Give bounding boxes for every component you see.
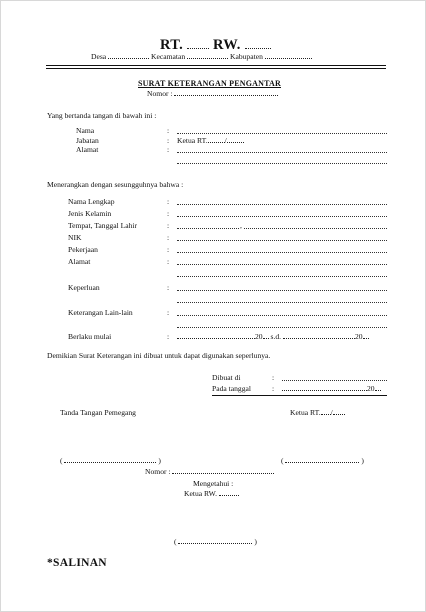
rt-chief-label: [290, 408, 345, 417]
end-year-blank: [363, 337, 369, 339]
desa-blank: [108, 57, 149, 59]
validity-label: Berlaku mulai: [68, 332, 112, 341]
signer-address-blank-2: [177, 163, 387, 164]
subject-field-label: Tempat, Tanggal Lahir: [68, 221, 138, 230]
birthplace-blank: [177, 228, 239, 229]
rw-number-blank: [219, 494, 239, 496]
nik-blank: [177, 240, 387, 241]
rt-chief-name-blank: [285, 461, 359, 463]
field-colon: :: [167, 197, 170, 206]
rw-chief-name-blank: [178, 542, 252, 544]
kabupaten-label: Kabupaten: [229, 52, 263, 61]
paren-open: (: [174, 537, 177, 546]
start-year-blank: [263, 337, 269, 339]
signer-field-label: Jabatan: [76, 136, 99, 145]
registration-number-blank: [172, 472, 274, 474]
field-colon: :: [167, 221, 170, 230]
field-colon: :: [167, 126, 170, 135]
kecamatan-blank: [187, 57, 228, 59]
occupation-blank: [177, 252, 387, 253]
document-title: SURAT KETERANGAN PENGANTAR: [138, 79, 281, 88]
desa-label: Desa: [91, 52, 107, 61]
rt-label: RT.: [160, 37, 184, 53]
signer-position-value: [177, 136, 244, 145]
slash-separator: /: [330, 408, 333, 417]
subject-field-label: NIK: [68, 233, 82, 242]
kecamatan-label: Kecamatan: [151, 52, 186, 61]
ketua-rw-text: Ketua RW.: [184, 489, 218, 498]
field-colon: :: [167, 283, 170, 292]
header-rule-bottom: [46, 68, 386, 69]
acknowledged-label: Mengetahui :: [193, 479, 234, 488]
purpose-blank-2: [177, 302, 387, 303]
holder-signature-name: [60, 456, 161, 465]
field-colon: :: [167, 257, 170, 266]
signer-field-label: Nama: [76, 126, 95, 135]
full-name-blank: [177, 204, 387, 205]
made-in-label: Dibuat di: [212, 373, 241, 382]
rt-number-blank: [208, 141, 225, 143]
subject-field-label: Pekerjaan: [68, 245, 98, 254]
nomor-label: Nomor :: [147, 89, 173, 98]
field-colon: :: [167, 245, 170, 254]
rt-chief-signature-name: [281, 456, 364, 465]
date-label: Pada tanggal: [212, 384, 252, 393]
nomor-label: Nomor :: [145, 467, 171, 476]
date-underline: [212, 395, 387, 396]
kabupaten-blank: [265, 57, 312, 59]
field-colon: :: [167, 233, 170, 242]
comma-separator: ,: [240, 221, 242, 230]
ketua-rt-text: Ketua RT.: [290, 408, 321, 417]
rw-chief-signature-name: [174, 537, 257, 546]
field-colon: :: [272, 384, 275, 393]
gender-blank: [177, 216, 387, 217]
paren-close: ): [254, 537, 257, 546]
subject-field-label: Jenis Kelamin: [68, 209, 112, 218]
field-colon: :: [167, 332, 170, 341]
subject-field-label: Nama Lengkap: [68, 197, 115, 206]
rw-number-blank: [227, 141, 244, 143]
field-colon: :: [272, 373, 275, 382]
start-date-blank: [177, 337, 255, 339]
ketua-rt-text: Ketua RT.: [177, 136, 208, 145]
rw-chief-label: [184, 489, 239, 498]
header-rule-top: [46, 65, 386, 66]
start-year-prefix: 20: [255, 332, 263, 341]
sd-text: s.d.: [270, 332, 282, 341]
paren-close: ): [158, 456, 161, 465]
paren-open: (: [60, 456, 63, 465]
subject-field-label: Keterangan Lain-lain: [68, 308, 133, 317]
rw-label: RW.: [212, 37, 241, 53]
header-location-line: [91, 52, 312, 61]
address-blank: [177, 264, 387, 265]
date-blank: [282, 389, 367, 391]
validity-range: [177, 332, 369, 341]
field-colon: :: [167, 308, 170, 317]
rw-number-blank: [333, 413, 345, 415]
subject-field-label: Keperluan: [68, 283, 100, 292]
field-colon: :: [167, 136, 170, 145]
slash-separator: /: [224, 136, 227, 145]
rt-number-blank: [321, 413, 331, 415]
notes-blank-2: [177, 327, 387, 328]
document-number: [147, 89, 278, 98]
holder-name-blank: [64, 461, 156, 463]
copy-marker: *SALINAN: [47, 557, 107, 569]
subject-field-label: Alamat: [68, 257, 91, 266]
signer-address-blank: [177, 152, 387, 153]
address-blank-2: [177, 276, 387, 277]
signer-field-label: Alamat: [76, 145, 99, 154]
birthdate-blank: [244, 228, 387, 229]
notes-blank: [177, 315, 387, 316]
made-in-blank: [282, 380, 387, 381]
nomor-blank: [174, 94, 278, 96]
field-colon: :: [167, 145, 170, 154]
subject-intro: Menerangkan dengan sesungguhnya bahwa :: [47, 180, 184, 189]
holder-signature-label: Tanda Tangan Pemegang: [60, 408, 136, 417]
purpose-blank: [177, 290, 387, 291]
end-year-prefix: 20: [354, 332, 363, 341]
registration-number: [145, 467, 274, 476]
rw-blank: [245, 47, 271, 49]
end-date-blank: [283, 337, 355, 339]
field-colon: :: [167, 209, 170, 218]
signer-intro: Yang bertanda tangan di bawah ini :: [47, 111, 157, 120]
signer-name-blank: [177, 133, 387, 134]
date-year-prefix: 20: [367, 384, 375, 393]
rt-blank: [187, 47, 209, 49]
paren-open: (: [281, 456, 284, 465]
closing-statement: Demikian Surat Keterangan ini dibuat untuk dapat digunakan seperlunya.: [47, 351, 271, 360]
date-year-blank: [375, 389, 381, 391]
date-value: [282, 384, 381, 393]
paren-close: ): [361, 456, 364, 465]
